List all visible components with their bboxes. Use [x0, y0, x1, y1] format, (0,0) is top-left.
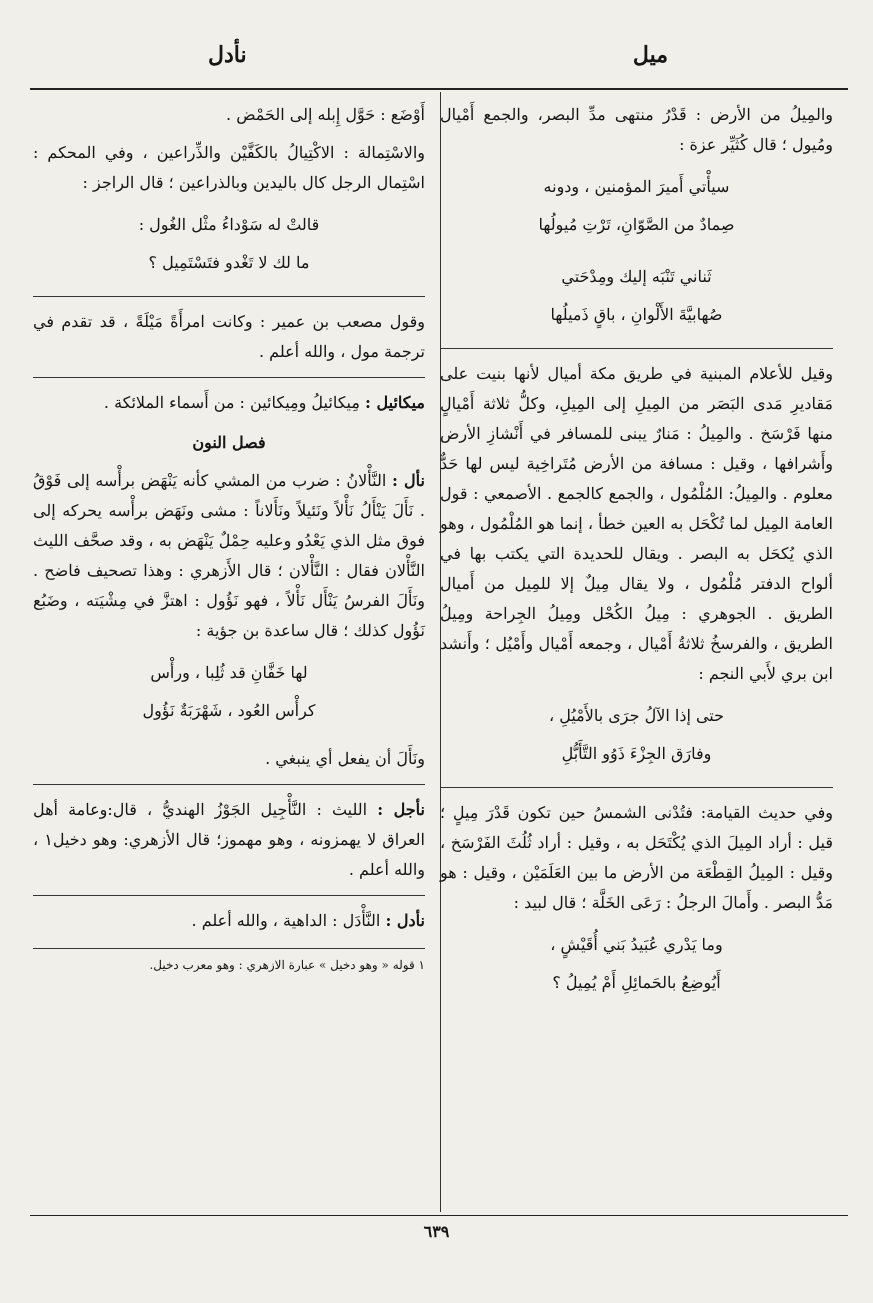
- entry-definition: النَّأْدَل : الداهية ، والله أعلم .: [191, 911, 381, 930]
- entry-paragraph: أَوْضَع : حَوَّل إِبله إلى الحَمْض .: [226, 105, 425, 124]
- verse-line: ما لك لا تَغْدو فتَسْتَمِيل ؟: [148, 253, 310, 272]
- verse-block: [440, 697, 833, 773]
- top-rule: [30, 88, 848, 90]
- entry-paragraph: والاسْتِمالة : الاكْتِيالُ بالكَفَّيْن والذِّراعين ، وفي المحكم : اسْتِمال الرجل كال باليدين وبالذراعين ؛ قال الراجز :: [33, 143, 425, 192]
- separator-line: [440, 348, 833, 349]
- verse-line: ثَناني تَنْبَه إليك ومِدْحَتي: [561, 267, 712, 286]
- right-column: [440, 100, 833, 1016]
- entry-definition: مِيكائيلُ ومِيكائين : من أَسماء الملائكة .: [103, 393, 360, 412]
- footnote: ١ قوله « وهو دخيل » عبارة الازهري : وهو معرب دخيل.: [33, 948, 425, 975]
- verse-line: لها خَفَّانِ قد ثُلِبا ، ورأْس: [150, 663, 308, 682]
- verse-line: كرأْس العُود ، شَهْرَبَةٌ نَؤُول: [142, 701, 316, 720]
- separator-line: [440, 787, 833, 788]
- verse-line: صِمادٌ من الصَّوّانِ، تَرْتِ مُيولُها: [538, 215, 735, 234]
- entry-mikail: [33, 388, 425, 418]
- verse-block: [440, 926, 833, 1002]
- section-title: فصل النون: [192, 433, 266, 452]
- header-left-keyword: نأدل: [208, 42, 247, 68]
- verse-block: [440, 168, 833, 244]
- separator-line: [33, 377, 425, 378]
- verse-line: قالتْ له سَوْداءُ مثْل الغُول :: [138, 215, 320, 234]
- entry-headword: نأل :: [391, 471, 425, 490]
- verse-line: سيأْتي أَميرَ المؤمنين ، ودونه: [543, 177, 730, 196]
- separator-line: [33, 895, 425, 896]
- entry-paragraph: ونَأَلَ أن يفعل أي ينبغي .: [265, 749, 425, 768]
- entry-headword: ميكائيل :: [365, 393, 425, 412]
- entry-definition: النَّأْلانُ : ضرب من المشي كأنه يَنْهَض برأْسه إلى فَوْقُ . نَأَلَ يَنْأَلُ نَأْلاً ونَئيلاً ونَأَلاناً : مشى ونَهَض برأْسه يحركه إلى فوق مثل الذي يَعْدُو وعليه حِمْلٌ يَنْهَض به ، وقد صحَّف الليث النَّأْلان فقال : النَّأْلان ؛ قال الأَزهري : وهذا تصحيف فاضح . ونَأَلَ الفرسُ يَنْأَل نَأْلاً ، فهو نَؤُول : اهتزَّ في مِشْيَته ، وضَبُع نَؤُول كذلك ؛ قال ساعدة بن جؤية :: [33, 471, 425, 640]
- entry-headword: نأدل :: [385, 911, 425, 930]
- entry-nadl: [33, 906, 425, 936]
- verse-block: [33, 206, 425, 282]
- verse-line: وفارَق الجِزْءَ ذَوُو التَّأَبُّلِ: [561, 744, 712, 763]
- left-column: [33, 100, 425, 975]
- entry-naal: [33, 466, 425, 646]
- entry-paragraph: وفي حديث القيامة: فتُدْنى الشمسُ حين تكون قَدْرَ مِيلٍ ؛ قيل : أراد المِيلَ الذي يُكْتَحَل به ، وقيل : أراد ثُلُثَ الفَرْسَخ ، وقيل : المِيلُ القِطْعَة من الأرض ما بين العَلَمَيْن ، وقيل : هو مَدُّ البصر . وأَمالَ الرجلُ : رَعَى الخَلَّة ؛ قال لبيد :: [440, 803, 833, 912]
- page-number: ٦٣٩: [423, 1222, 450, 1241]
- entry-headword: نأجل :: [377, 800, 425, 819]
- bottom-rule: [30, 1215, 848, 1216]
- verse-block: [440, 258, 833, 334]
- entry-najl: [33, 795, 425, 885]
- entry-definition: الليث : النَّأْجِيل الجَوْزُ الهنديُّ ، قال:وعامة أهل العراق لا يهمزونه ، وهو مهموز؛ قال الأزهري: وهو دخيل١ ، والله أعلم .: [33, 800, 426, 879]
- entry-paragraph: وقول مصعب بن عمير : وكانت امرأَةً مَيْلَةً ، قد تقدم في ترجمة مول ، والله أعلم .: [33, 312, 425, 361]
- entry-paragraph: وقيل للأعلام المبنية في طريق مكة أميال لأنها بنيت على مَقاديرِ مَدى البَصَر من المِيلِ إلى المِيلِ، وكلُّ ثلاثة أَمْيالٍ منها فَرْسَخ . والمِيلُ : مَنارٌ يبنى للمسافر في أَنْشازِ الأرض وأَشرافها ، وقيل : مسافة من الأرض مُتَراخِية ليس لها حَدٌّ معلوم . والمِيلُ: المُلْمُول ، والجمع كالجمع . الأصمعي : قول العامة المِيل لما تُكْحَل به العين خطأ ، إنما هو المُلْمُول ، وهو الذي يُكحَل به البصر . ويقال للحديدة التي يكتب بها في ألواح الدفتر مُلْمُول ، ولا يقال مِيلٌ إلا للمِيل من أَميال الطريق . الجوهري : مِيلُ الكُحْل ومِيلُ الجِراحة ومِيلُ الطريق ، والفرسخُ ثلاثةُ أَمْيال ، وجمعه أَمْيال وأَمْيُل ؛ وأَنشد ابن بري لأَبي النجم :: [440, 364, 833, 683]
- verse-line: صُهابيَّةَ الأَلْوانِ ، باقٍ ذَميلُها: [550, 305, 723, 324]
- entry-paragraph: والمِيلُ من الأرض : قَدْرُ منتهى مدِّ البصر، والجمع أَمْيال ومُيول ؛ قال كُثَيِّر عزة :: [440, 105, 833, 154]
- separator-line: [33, 296, 425, 297]
- verse-line: أَيُوضِعُ بالحَمائِلِ أَمْ يُمِيلُ ؟: [552, 973, 721, 992]
- verse-line: حتى إذا الآلُ جرَى بالأَمْيُلِ ،: [548, 706, 725, 725]
- separator-line: [33, 784, 425, 785]
- verse-line: وما يَدْري عُبَيدُ بَني أُقَيْشٍ ،: [550, 935, 723, 954]
- verse-block: [33, 654, 425, 730]
- header-right-keyword: ميل: [632, 42, 668, 68]
